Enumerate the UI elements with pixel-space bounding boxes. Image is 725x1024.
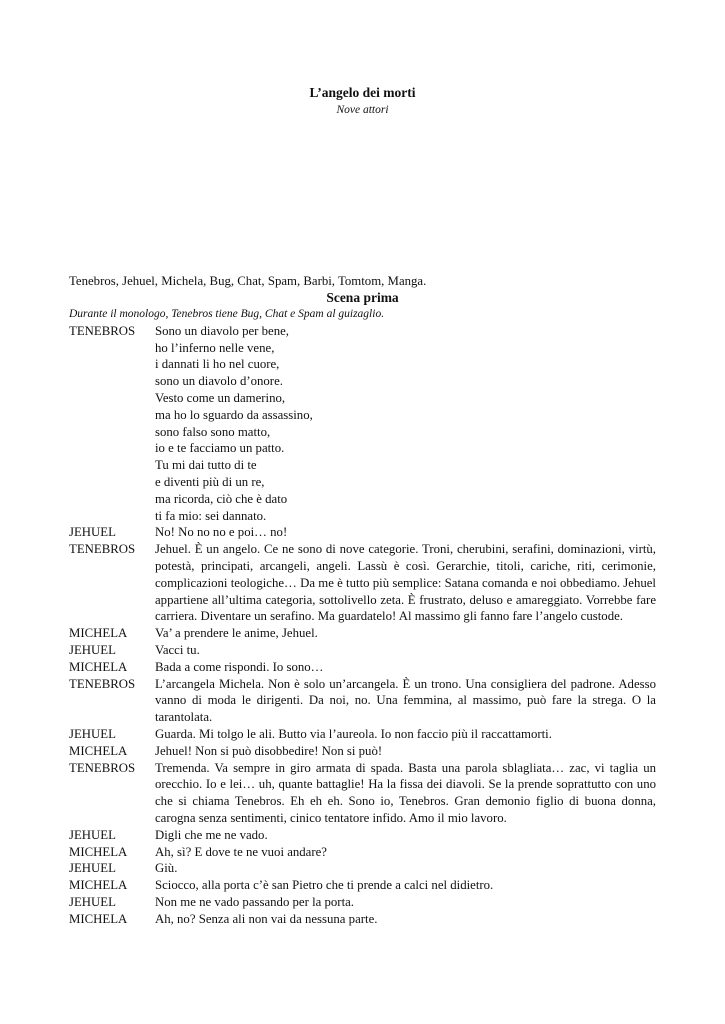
cast-list: Tenebros, Jehuel, Michela, Bug, Chat, Spam, Barbi, Tomtom, Manga.: [69, 274, 427, 288]
dialogue-line: [69, 642, 656, 659]
dialogue-line: [69, 911, 656, 928]
dialogue-line: [69, 726, 656, 743]
dialogue-text: Va’ a prendere le anime, Jehuel.: [155, 626, 318, 641]
dialogue-text: Ah, no? Senza ali non vai da nessuna parte.: [155, 911, 378, 926]
dialogue-line: [69, 860, 656, 877]
dialogue-text: Tremenda. Va sempre in giro armata di spada. Basta una parola sblagliata… zac, vi taglia un orecchio. Io e lei… uh, quante battaglie! Ha la fissa dei diavoli. Se la prende soprattutto con uno che si chiama Tenebros. Eh eh eh. Sono io, Tenebros. Gran demonio figlio di buona donna, carogna senza sentimenti, cinico tentatore infido. Amo il mio lavoro.: [155, 760, 656, 825]
stage-direction: Durante il monologo, Tenebros tiene Bug, Chat e Spam al guizaglio.: [69, 308, 385, 321]
speaker-name: MICHELA: [69, 911, 128, 926]
speaker-name: MICHELA: [69, 626, 128, 641]
speaker-name: MICHELA: [69, 743, 128, 758]
dialogue-line: [69, 323, 656, 525]
speaker-name: JEHUEL: [69, 827, 116, 842]
speaker-name: JEHUEL: [69, 726, 116, 741]
speaker-name: TENEBROS: [69, 542, 136, 557]
speaker-name: JEHUEL: [69, 861, 116, 876]
dialogue-line: [69, 894, 656, 911]
dialogue-text: Jehuel! Non si può disobbedire! Non si può!: [155, 743, 383, 758]
verse: ho l’inferno nelle vene,: [155, 340, 275, 355]
dialogue-line: [69, 524, 656, 541]
dialogue-text: Sciocco, alla porta c’è san Pietro che ti prende a calci nel didietro.: [155, 878, 494, 893]
speaker-name: JEHUEL: [69, 894, 116, 909]
monologue-verses: [155, 323, 656, 525]
speaker-name: JEHUEL: [69, 525, 116, 540]
dialogue-text: Giù.: [155, 861, 178, 876]
speaker-name: MICHELA: [69, 659, 128, 674]
verse: ma ricorda, ciò che è dato: [155, 491, 288, 506]
dialogue-text: Vacci tu.: [155, 642, 200, 657]
speaker-name: TENEBROS: [69, 676, 136, 691]
speaker-name: TENEBROS: [69, 760, 136, 775]
verse: i dannati li ho nel cuore,: [155, 357, 280, 372]
script-page: [69, 84, 656, 927]
verse: Tu mi dai tutto di te: [155, 458, 257, 473]
dialogue-text: Non me ne vado passando per la porta.: [155, 894, 355, 909]
verse: ma ho lo sguardo da assassino,: [155, 407, 313, 422]
dialogue-line: [69, 877, 656, 894]
dialogue-text: Digli che me ne vado.: [155, 827, 268, 842]
speaker-name: MICHELA: [69, 844, 128, 859]
dialogue-line: [69, 760, 656, 827]
play-title: L’angelo dei morti: [309, 85, 416, 100]
speaker-name: MICHELA: [69, 878, 128, 893]
verse: ti fa mio: sei dannato.: [155, 508, 267, 523]
verse: Vesto come un damerino,: [155, 390, 286, 405]
dialogue-line: [69, 659, 656, 676]
dialogue-text: Guarda. Mi tolgo le ali. Butto via l’aureola. Io non faccio più il raccattamorti.: [155, 726, 552, 741]
verse: io e te facciamo un patto.: [155, 441, 285, 456]
speaker-name: TENEBROS: [69, 323, 136, 338]
dialogue-text: L’arcangela Michela. Non è solo un’arcangela. È un trono. Una consigliera del padrone. Adesso vanno di moda le dirigenti. Da noi, no. Una femmina, al massimo, può fare la strega. O la tarantolata.: [155, 676, 656, 725]
dialogue-text: Bada a come rispondi. Io sono…: [155, 659, 324, 674]
dialogue-line: [69, 676, 656, 726]
verse: Sono un diavolo per bene,: [155, 323, 289, 338]
dialogue-line: [69, 541, 656, 625]
dialogue-text: Ah, sì? E dove te ne vuoi andare?: [155, 844, 327, 859]
play-subtitle: Nove attori: [336, 104, 389, 116]
speaker-name: JEHUEL: [69, 642, 116, 657]
dialogue-line: [69, 743, 656, 760]
dialogue-text: No! No no no e poi… no!: [155, 525, 288, 540]
dialogue-line: [69, 625, 656, 642]
dialogue-line: [69, 844, 656, 861]
scene-heading: Scena prima: [326, 289, 399, 305]
verse: sono un diavolo d’onore.: [155, 374, 283, 389]
dialogue-text: Jehuel. È un angelo. Ce ne sono di nove categorie. Troni, cherubini, serafini, dominazioni, virtù, potestà, principati, arcangeli, angeli. Lassù è così. Gerarchie, titoli, cariche, riti, cerimonie, complicazioni teologiche… Da me è tutto più semplice: Satana comanda e noi obbediamo. Jehuel appartiene all’ultima categoria, sottolivello zeta. È frustrato, deluso e amareggiato. Vorrebbe fare carriera. Diventare un serafino. Ma guardatelo! Al massimo gli fanno fare l’angelo custode.: [155, 542, 656, 624]
verse: e diventi più di un re,: [155, 474, 265, 489]
verse: sono falso sono matto,: [155, 424, 271, 439]
dialogue-line: [69, 827, 656, 844]
